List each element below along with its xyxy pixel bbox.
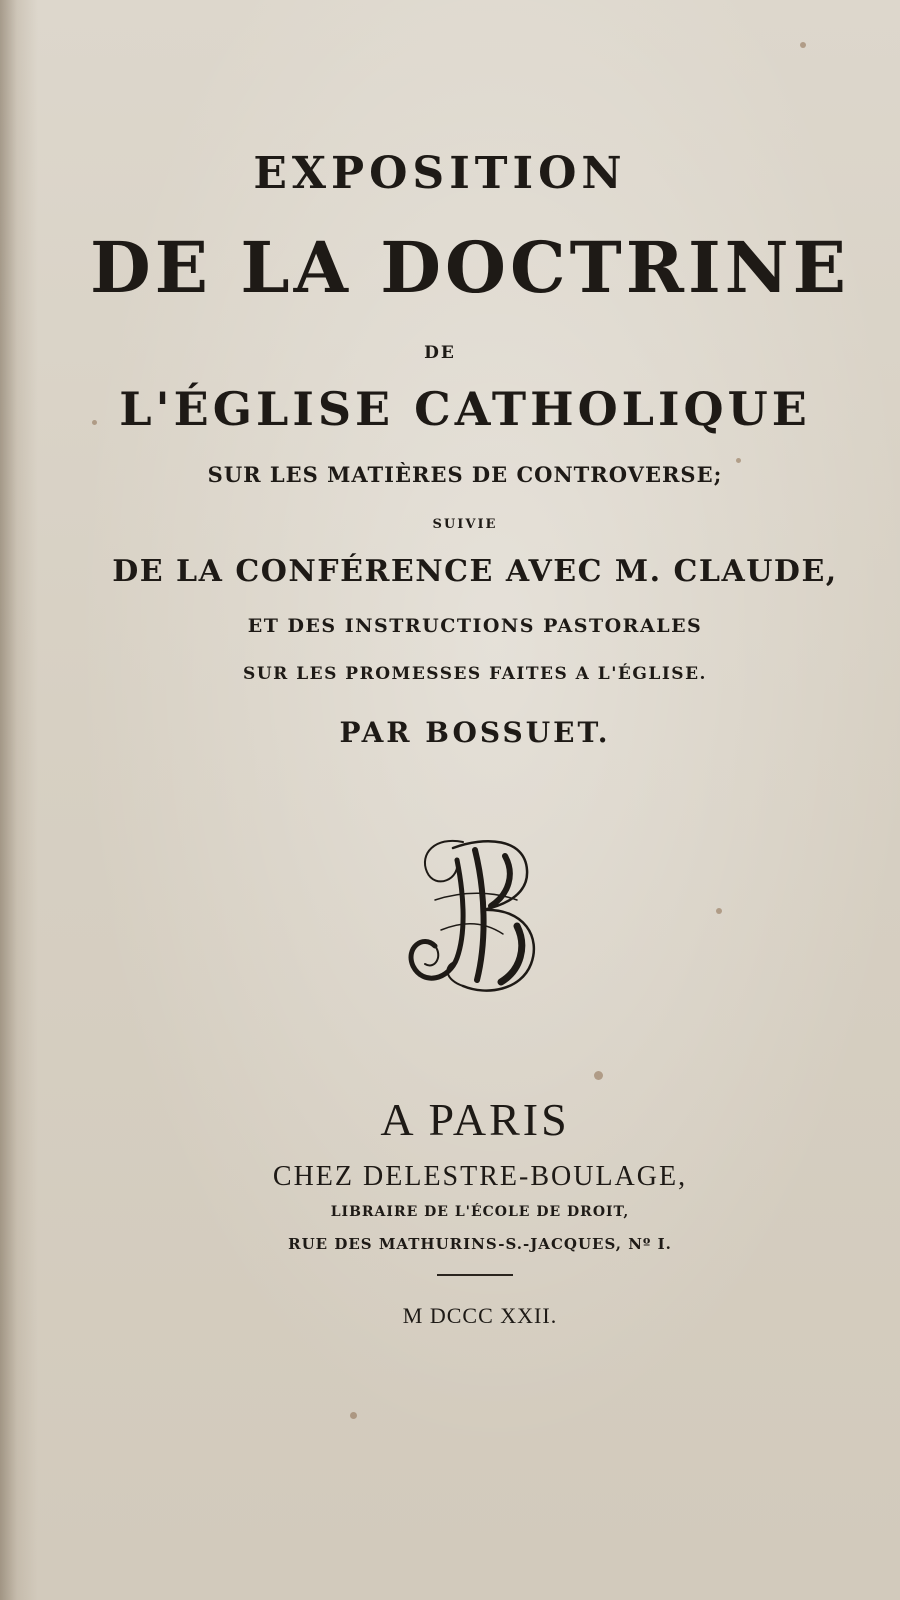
paper-speck xyxy=(716,908,722,914)
subtitle-suivie: SUIVIE xyxy=(432,517,498,532)
imprint-date: M DCCC XXII. xyxy=(402,1303,558,1328)
imprint-address: RUE DES MATHURINS-S.-JACQUES, Nº I. xyxy=(288,1235,672,1253)
subtitle-conference: DE LA CONFÉRENCE AVEC M. CLAUDE, xyxy=(112,554,838,589)
subtitle-promesses: SUR LES PROMESSES FAITES A L'ÉGLISE. xyxy=(243,664,707,684)
paper-speck xyxy=(736,458,741,463)
paper-speck xyxy=(594,1071,603,1080)
monogram-icon xyxy=(405,830,545,1000)
imprint-city: A PARIS xyxy=(380,1094,570,1145)
subtitle-matieres: SUR LES MATIÈRES DE CONTROVERSE; xyxy=(207,462,723,487)
imprint-rule xyxy=(437,1274,513,1276)
author-line: PAR BOSSUET. xyxy=(339,716,611,749)
imprint-publisher: CHEZ DELESTRE-BOULAGE, xyxy=(272,1161,688,1192)
paper-speck xyxy=(92,420,97,425)
paper-speck xyxy=(350,1412,357,1419)
paper-speck xyxy=(800,42,806,48)
title-line-doctrine: DE LA DOCTRINE xyxy=(89,226,851,309)
title-line-de: DE xyxy=(424,343,456,363)
title-line-exposition: EXPOSITION xyxy=(253,148,627,199)
title-line-eglise: L'ÉGLISE CATHOLIQUE xyxy=(119,382,811,436)
imprint-role: LIBRAIRE DE L'ÉCOLE DE DROIT, xyxy=(330,1204,630,1220)
subtitle-instructions: ET DES INSTRUCTIONS PASTORALES xyxy=(247,615,703,637)
